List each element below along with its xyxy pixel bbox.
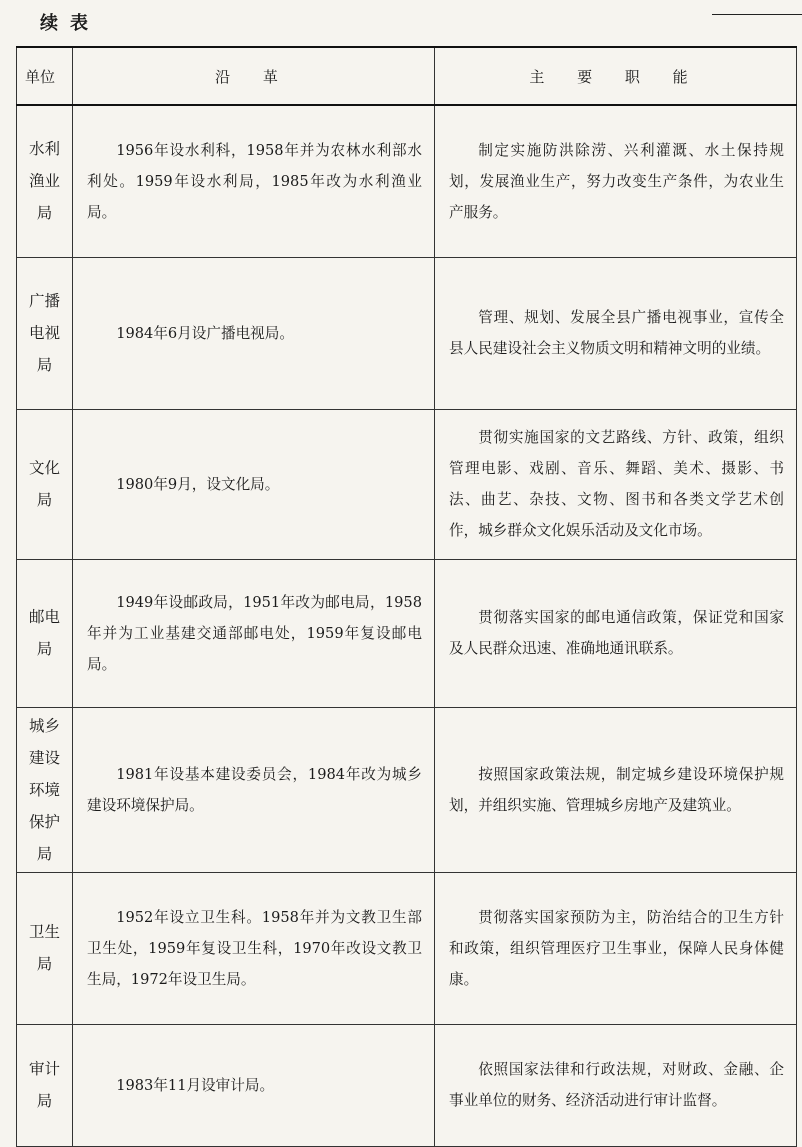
functions-cell — [435, 105, 797, 257]
table-row — [17, 559, 797, 707]
table-row — [17, 409, 797, 559]
header-functions: 主 要 职 能 — [435, 47, 797, 105]
functions-text: 贯彻落实国家的邮电通信政策，保证党和国家及人民群众迅速、准确地通讯联系。 — [449, 609, 784, 657]
history-cell — [73, 707, 435, 872]
functions-text: 管理、规划、发展全县广播电视事业，宣传全县人民建设社会主义物质文明和精神文明的业绩。 — [449, 309, 784, 357]
history-cell — [73, 872, 435, 1024]
header-history: 沿 革 — [73, 47, 435, 105]
history-text: 1983年11月设审计局。 — [116, 1076, 275, 1094]
unit-cell: 邮电局 — [17, 559, 73, 707]
unit-cell: 广播电视局 — [17, 257, 73, 409]
header-unit: 单位 — [17, 47, 73, 105]
page-header: 续表 — [40, 13, 100, 34]
table-row — [17, 105, 797, 257]
table-row — [17, 1024, 797, 1146]
unit-cell: 水利渔业局 — [17, 105, 73, 257]
history-text: 1952年设立卫生科。1958年并为文教卫生部卫生处，1959年复设卫生科，1970年改设文教卫生局，1972年设卫生局。 — [87, 908, 422, 988]
history-text: 1956年设水利科，1958年并为农林水利部水利处。1959年设水利局，1985年改为水利渔业局。 — [87, 141, 422, 221]
top-rule — [712, 14, 802, 15]
functions-cell — [435, 1024, 797, 1146]
history-cell — [73, 1024, 435, 1146]
functions-cell — [435, 559, 797, 707]
table-row — [17, 707, 797, 872]
functions-cell — [435, 872, 797, 1024]
history-text: 1980年9月，设文化局。 — [116, 475, 280, 493]
history-cell — [73, 257, 435, 409]
table-row — [17, 872, 797, 1024]
functions-cell — [435, 257, 797, 409]
history-text: 1984年6月设广播电视局。 — [116, 324, 294, 342]
header-row — [17, 47, 797, 105]
functions-cell — [435, 409, 797, 559]
functions-text: 按照国家政策法规，制定城乡建设环境保护规划，并组织实施、管理城乡房地产及建筑业。 — [449, 765, 784, 814]
history-text: 1949年设邮政局，1951年改为邮电局，1958年并为工业基建交通部邮电处，1959年复设邮电局。 — [87, 593, 422, 673]
table-row — [17, 257, 797, 409]
unit-cell: 城乡建设环境保护局 — [17, 707, 73, 872]
functions-text: 制定实施防洪除涝、兴利灌溉、水土保持规划，发展渔业生产，努力改变生产条件，为农业生产服务。 — [449, 141, 784, 221]
history-cell — [73, 105, 435, 257]
history-cell — [73, 559, 435, 707]
functions-text: 依照国家法律和行政法规，对财政、金融、企事业单位的财务、经济活动进行审计监督。 — [449, 1061, 784, 1109]
unit-cell: 审计局 — [17, 1024, 73, 1146]
departments-table — [16, 46, 797, 1147]
history-cell — [73, 409, 435, 559]
functions-text: 贯彻实施国家的文艺路线、方针、政策，组织管理电影、戏剧、音乐、舞蹈、美术、摄影、书法、曲艺、杂技、文物、图书和各类文学艺术创作，城乡群众文化娱乐活动及文化市场。 — [449, 429, 784, 539]
history-text: 1981年设基本建设委员会，1984年改为城乡建设环境保护局。 — [87, 765, 422, 814]
functions-cell — [435, 707, 797, 872]
unit-cell: 卫生局 — [17, 872, 73, 1024]
unit-cell: 文化局 — [17, 409, 73, 559]
functions-text: 贯彻落实国家预防为主，防治结合的卫生方针和政策，组织管理医疗卫生事业，保障人民身体健康。 — [449, 908, 784, 988]
